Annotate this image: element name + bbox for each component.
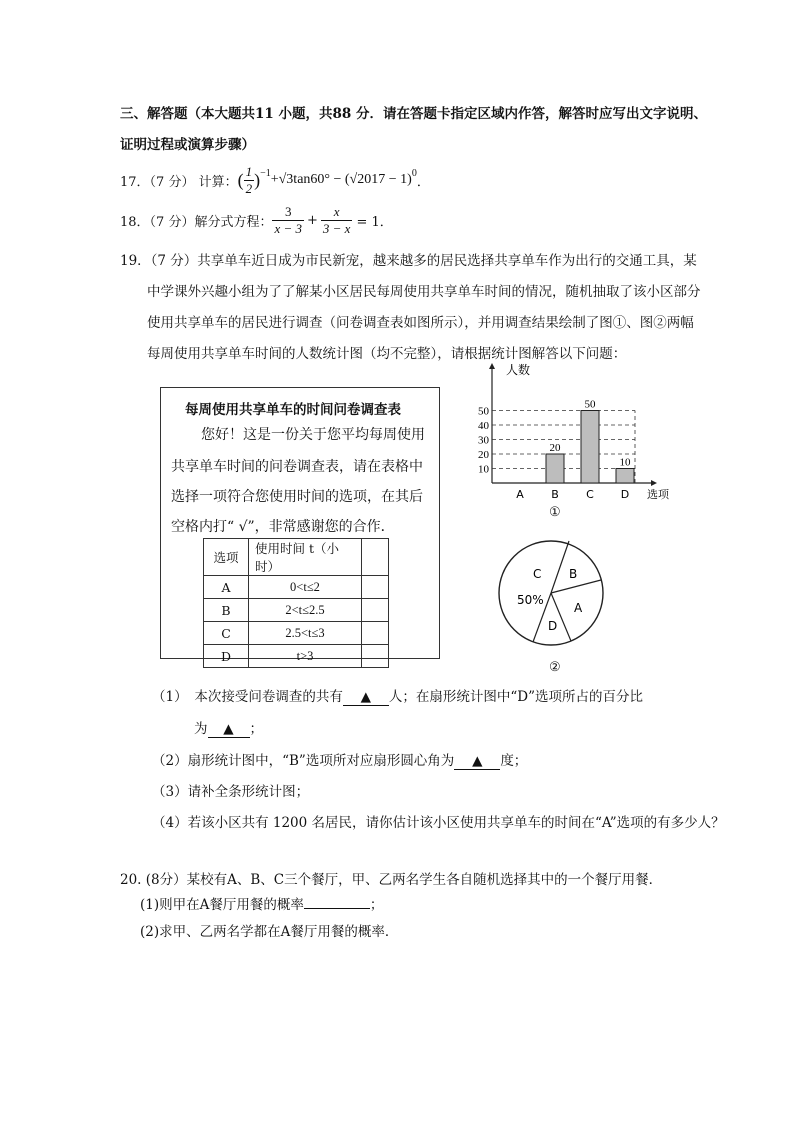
y-tick-label: 50 <box>478 405 489 418</box>
table-cell-option: D <box>204 645 249 668</box>
question-20-line3: (2)求甲、乙两名学都在A餐厅用餐的概率． <box>140 924 399 940</box>
table-cell-time: t>3 <box>249 645 362 668</box>
y-tick-label: 10 <box>478 463 489 476</box>
table-cell-option: C <box>204 622 249 645</box>
section-header-line2: 证明过程或演算步骤） <box>120 137 255 153</box>
table-header-time: 使用时间 t（小时） <box>249 539 362 576</box>
section-header-line1: 三、解答题（本大题共11 小题，共88 分．请在答题卡指定区域内作答，解答时应写出文字说明、 <box>120 106 707 122</box>
q18-tail: = 1． <box>356 214 393 230</box>
survey-paragraph-4: 空格内打“ √”，非常感谢您的合作． <box>171 519 395 535</box>
x-tick-label-c: C <box>586 488 594 501</box>
q19-line2: 中学课外兴趣小组为了了解某小区居民每周使用共享单车时间的情况，随机抽取了该小区部分 <box>147 284 701 300</box>
table-check-cell[interactable] <box>362 622 389 645</box>
sub1-text-b: 人；在扇形统计图中“D”选项所占的百分比 <box>388 689 643 705</box>
q19-line4: 每周使用共享单车时间的人数统计图（均不完整），请根据统计图解答以下问题： <box>147 346 627 362</box>
table-row <box>204 599 389 622</box>
data-label-d: 10 <box>619 456 631 469</box>
sub-question-4: （4）若该小区共有 1200 名居民，请你估计该小区使用共享单车的时间在“A”选项的有多少人？ <box>152 815 725 831</box>
table-cell-time: 0<t≤2 <box>249 576 362 599</box>
sub1-text-d: ； <box>249 721 263 737</box>
question-17: 17．（7 分） 计算： ( $\frac{1}{2}$ ) $^{-1}$ +√3tan60° − (√2017 − 1) $^0$ ． <box>120 163 430 196</box>
x-tick-label-a: A <box>516 488 524 501</box>
q18-num-1: 3 <box>272 204 304 221</box>
data-label-c: 50 <box>584 398 596 411</box>
sub1-text-a: （1） 本次接受问卷调查的共有 <box>152 689 343 705</box>
table-cell-option: A <box>204 576 249 599</box>
pie-label-a: A <box>574 601 583 615</box>
q19-line1: 19．（7 分）共享单车近日成为市民新宠，越来越多的居民选择共享单车作为出行的交通工具，某 <box>120 253 697 269</box>
pie-label-c: C <box>533 567 542 581</box>
table-row <box>204 622 389 645</box>
sub1-text-c: 为 <box>194 721 208 737</box>
q17-fraction <box>244 164 255 197</box>
q18-den-1: x − 3 <box>274 220 302 236</box>
q17-zero-exponent: 0 <box>411 168 417 179</box>
q18-den-2: 3 − x <box>322 220 351 236</box>
sub-question-2 <box>152 749 527 770</box>
survey-paragraph-1: 您好！这是一份关于您平均每周使用 <box>201 427 425 443</box>
q18-num-2: x <box>321 204 353 221</box>
pie-label-b: B <box>569 567 578 581</box>
blank-mark: ▲ <box>360 689 372 705</box>
survey-paragraph-2: 共享单车时间的问卷调查表，请在表格中 <box>171 459 423 475</box>
y-tick-label: 20 <box>478 449 489 461</box>
sub2-text-a: （2）扇形统计图中，“B”选项所对应扇形圆心角为 <box>152 753 455 769</box>
table-check-cell[interactable] <box>362 576 389 599</box>
blank-mark: ▲ <box>472 753 483 769</box>
figure-1-label: ① <box>549 505 561 520</box>
table-check-cell[interactable] <box>362 599 389 622</box>
data-label-b: 20 <box>549 442 561 454</box>
q17-expression: +√3tan60° − (√2017 − 1) <box>270 172 412 187</box>
bar-d <box>616 469 634 484</box>
bar-chart <box>470 360 680 505</box>
x-axis-label: 选项 <box>647 488 669 501</box>
answer-blank-q20[interactable] <box>304 894 370 909</box>
x-tick-label-b: B <box>551 488 559 501</box>
table-header-row <box>204 539 389 576</box>
sub-question-1-cont <box>194 717 263 738</box>
blank-mark: ▲ <box>223 721 234 737</box>
survey-title: 每周使用共享单车的时间问卷调查表 <box>185 402 401 418</box>
bar-c <box>581 411 599 484</box>
q20-part1-text: (1)则甲在A餐厅用餐的概率 <box>140 897 304 913</box>
answer-blank-1[interactable] <box>343 689 389 706</box>
question-18 <box>120 201 393 239</box>
y-axis-label: 人数 <box>506 363 531 377</box>
q17-tail: ． <box>416 174 430 190</box>
survey-paragraph-3: 选择一项符合您使用时间的选项，在其后 <box>171 489 423 505</box>
survey-form-box <box>160 387 440 664</box>
x-tick-label-d: D <box>620 488 630 501</box>
pie-chart <box>496 538 606 648</box>
pie-percent-label: 50% <box>517 593 544 607</box>
y-tick-label: 30 <box>478 434 489 447</box>
x-axis-arrow <box>651 480 657 486</box>
y-axis-arrow <box>489 363 495 369</box>
q17-prefix: 17．（7 分） 计算： <box>120 174 238 190</box>
answer-blank-2[interactable] <box>208 721 250 738</box>
q17-denominator: 2 <box>245 180 253 196</box>
q18-fraction-1 <box>272 204 304 237</box>
table-check-cell[interactable] <box>362 539 389 576</box>
y-tick-label: 40 <box>478 420 489 432</box>
table-check-cell[interactable] <box>362 645 389 668</box>
table-cell-time: 2.5<t≤3 <box>249 622 362 645</box>
answer-blank-3[interactable] <box>454 753 500 770</box>
table-cell-time: 2<t≤2.5 <box>249 599 362 622</box>
q19-line3: 使用共享单车的居民进行调查（问卷调查表如图所示），并用调查结果绘制了图①、图②两幅 <box>147 315 694 331</box>
figure-2-label: ② <box>549 660 561 675</box>
table-row <box>204 645 389 668</box>
pie-label-d: D <box>548 619 558 633</box>
options-table <box>203 538 389 668</box>
q17-numerator: 1 <box>245 163 253 179</box>
sub2-text-b: 度； <box>500 753 528 769</box>
table-header-option: 选项 <box>204 539 249 576</box>
question-20-line2 <box>140 893 383 913</box>
q20-part1-tail: ； <box>369 897 384 913</box>
q18-prefix: 18．（7 分）解分式方程： <box>120 214 273 230</box>
q18-plus: + <box>307 212 318 228</box>
q18-fraction-2 <box>321 204 353 237</box>
bar-b <box>546 454 564 483</box>
sub-question-1 <box>152 685 643 706</box>
q17-exponent: −1 <box>260 168 271 179</box>
table-row <box>204 576 389 599</box>
question-20-line1: 20. (8分）某校有A、B、C三个餐厅，甲、乙两名学生各自随机选择其中的一个餐厅用餐． <box>120 872 663 888</box>
table-cell-option: B <box>204 599 249 622</box>
sub-question-3: （3）请补全条形统计图； <box>152 784 310 800</box>
